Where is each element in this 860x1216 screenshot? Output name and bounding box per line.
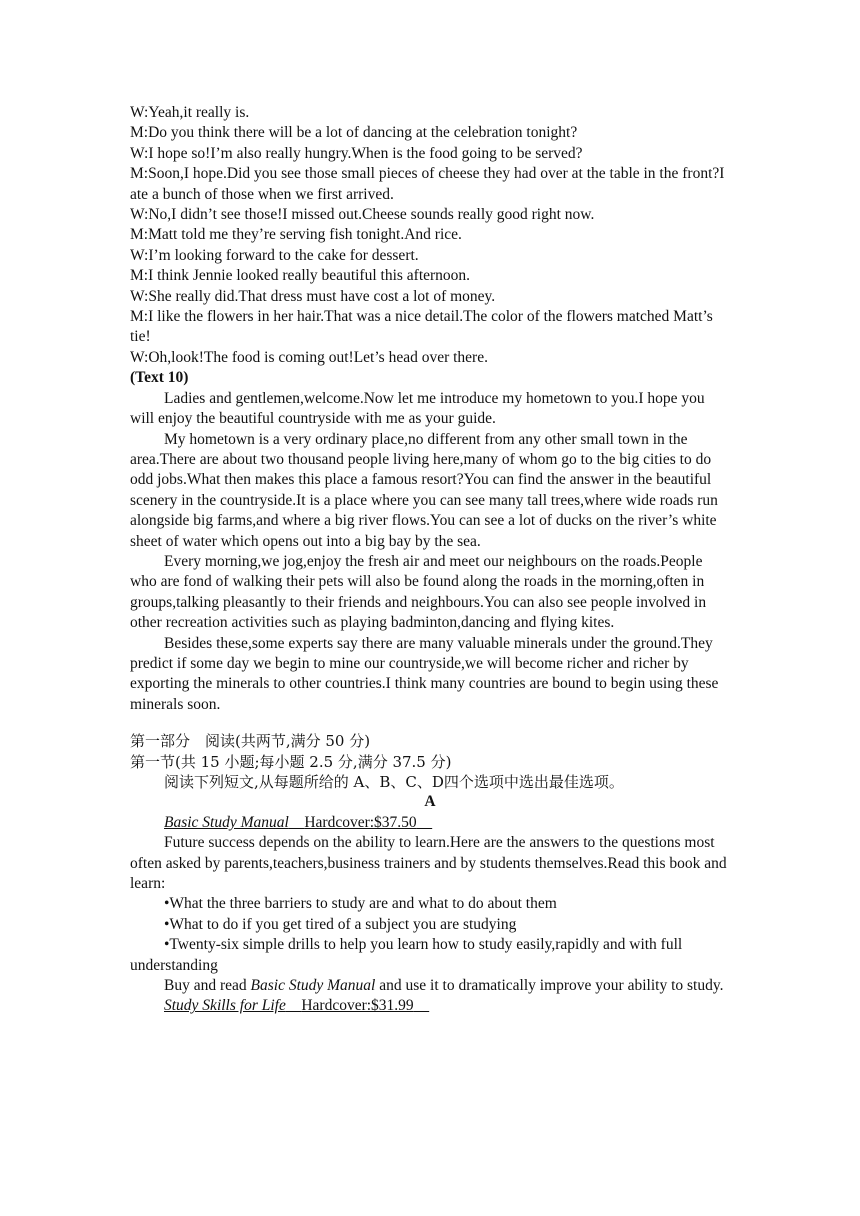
dialogue: [130, 103, 730, 368]
bullet-item: •Twenty-six simple drills to help you learn how to study easily,rapidly and with full understanding: [130, 936, 683, 974]
book-heading: [130, 813, 730, 833]
dialogue-line: W:No,I didn’t see those!I missed out.Cheese sounds really good right now.: [130, 206, 595, 224]
part-title: 第一部分 阅读(共两节,满分 50 分): [130, 732, 371, 751]
dialogue-line: W:I hope so!I’m also really hungry.When is the food going to be served?: [130, 144, 583, 162]
document-page: [130, 103, 730, 1017]
dialogue-line: M:I like the flowers in her hair.That was a nice detail.The color of the flowers matched Matt’s tie!: [130, 308, 713, 346]
book-price: Hardcover:$37.50: [304, 813, 417, 831]
paragraph: Every morning,we jog,enjoy the fresh air and meet our neighbours on the roads.People who are fond of walking their pets will also be found along the roads in the morning,often in groups,talking pleasantly to their friends and neighbours.You can also see people involved in other recreation activities such as playing badminton,dancing and flying kites.: [130, 552, 707, 632]
closing-book-title: Basic Study Manual: [250, 977, 376, 995]
book-title: Basic Study Manual: [164, 813, 289, 831]
dialogue-line: M:Matt told me they’re serving fish tonight.And rice.: [130, 226, 462, 244]
dialogue-line: W:Oh,look!The food is coming out!Let’s head over there.: [130, 348, 488, 366]
text10-body: [130, 389, 730, 716]
section-title: 第一节(共 15 小题;每小题 2.5 分,满分 37.5 分): [130, 752, 452, 771]
bullet-item: •What to do if you get tired of a subject you are studying: [164, 915, 517, 933]
dialogue-line: W:She really did.That dress must have cost a lot of money.: [130, 287, 496, 305]
instruction: 阅读下列短文,从每题所给的 A、B、C、D四个选项中选出最佳选项。: [164, 773, 624, 791]
paragraph: Ladies and gentlemen,welcome.Now let me introduce my hometown to you.I hope you will enjoy the beautiful countryside with me as your guide.: [130, 389, 705, 428]
paragraph: Besides these,some experts say there are many valuable minerals under the ground.They predict if some day we begin to mine our countryside,we will become richer and richer by exporting the minerals to other countries.I think many countries are bound to begin using these minerals soon.: [130, 634, 719, 713]
dialogue-line: M:Soon,I hope.Did you see those small pieces of cheese they had over at the table in the front?I ate a bunch of those when we first arrived.: [130, 165, 725, 203]
dialogue-line: M:I think Jennie looked really beautiful this afternoon.: [130, 267, 471, 285]
paragraph: My hometown is a very ordinary place,no different from any other small town in the area.There are about two thousand people living here,many of whom go to the big cities to do odd jobs.What then makes this place a famous resort?You can find the answer in the beautiful scenery in the countryside.It is a place where you can see many tall trees,where wide roads run alongside big farms,and where a big river flows.You can see a lot of ducks on the river’s white sheet of water which opens out into a big bay by the sea.: [130, 430, 718, 550]
closing-text: and use it to dramatically improve your ability to study.: [375, 977, 724, 995]
dialogue-line: W:I’m looking forward to the cake for dessert.: [130, 246, 419, 264]
bullet-item: •What the three barriers to study are and what to do about them: [164, 895, 557, 913]
closing-text: Buy and read: [164, 977, 251, 995]
book-title: Study Skills for Life: [164, 997, 286, 1015]
book-price: Hardcover:$31.99: [301, 997, 414, 1015]
book-intro: Future success depends on the ability to learn.Here are the answers to the questions most often asked by parents,teachers,business trainers and by students themselves.Read this book and learn:: [130, 834, 727, 893]
text10-heading: (Text 10): [130, 369, 189, 387]
dialogue-line: W:Yeah,it really is.: [130, 104, 250, 121]
book-closing: [130, 976, 730, 996]
passage-letter: A: [424, 793, 436, 811]
spacer: [130, 715, 730, 731]
book-heading: [130, 996, 730, 1016]
dialogue-line: M:Do you think there will be a lot of dancing at the celebration tonight?: [130, 124, 578, 142]
